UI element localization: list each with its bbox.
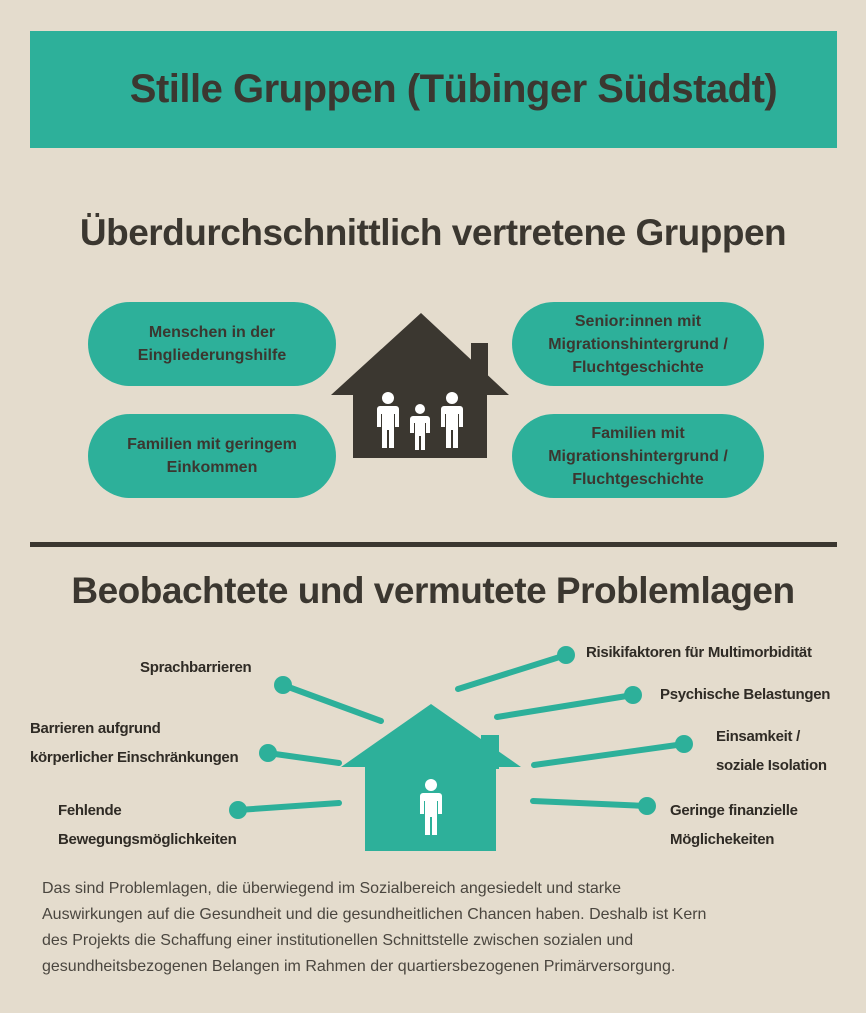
- problem-label-line: Psychische Belastungen: [660, 686, 831, 703]
- section-divider: [30, 542, 837, 547]
- problem-label-finanziell: [670, 796, 798, 854]
- problem-house-icon: [341, 704, 521, 851]
- problem-label-line: Barrieren aufgrund: [30, 720, 161, 737]
- connector-psychische: [497, 686, 642, 717]
- connector-sprachbarrieren: [274, 676, 381, 721]
- connector-risikofaktoren: [458, 646, 575, 689]
- problem-label-einsamkeit: [716, 722, 827, 780]
- problem-label-line: Fehlende: [58, 802, 122, 819]
- group-pill-line: Fluchtgeschichte: [572, 470, 704, 488]
- summary-line: Auswirkungen auf die Gesundheit und die gesundheitlichen Chancen haben. Deshalb ist Kern: [42, 906, 707, 923]
- group-pill-line: Fluchtgeschichte: [572, 358, 704, 376]
- family-house-icon: [331, 313, 509, 458]
- problem-label-risikofaktoren: [586, 638, 812, 667]
- group-pill-line: Eingliederungshilfe: [137, 347, 287, 364]
- problem-label-line: Möglichekeiten: [670, 831, 775, 848]
- connector-finanziell: [533, 797, 656, 815]
- group-pill-line: Senior:innen mit: [574, 312, 702, 330]
- groups-heading: Überdurchschnittlich vertretene Gruppen: [79, 212, 787, 253]
- problem-label-line: Sprachbarrieren: [140, 659, 252, 676]
- connector-bewegung: [229, 801, 339, 819]
- problem-label-line: körperlicher Einschränkungen: [30, 749, 239, 766]
- group-pill-line: Familien mit geringem: [127, 436, 297, 453]
- summary-line: gesundheitsbezogenen Belangen im Rahmen der quartiersbezogenen Primärversorgung.: [42, 958, 676, 975]
- problem-label-bewegung: [58, 796, 236, 854]
- problem-label-line: soziale Isolation: [716, 757, 827, 774]
- problem-label-line: Einsamkeit /: [716, 728, 800, 745]
- group-pill-line: Familien mit: [591, 424, 685, 442]
- group-pill-line: Einkommen: [166, 459, 258, 476]
- group-pill-line: Menschen in der: [148, 324, 276, 341]
- page-title: Stille Gruppen (Tübinger Südstadt): [129, 67, 778, 111]
- summary-line: Das sind Problemlagen, die überwiegend im Sozialbereich angesiedelt und starke: [42, 880, 622, 897]
- summary-line: des Projekts die Schaffung einer institutionellen Schnittstelle zwischen sozialen und: [42, 932, 634, 949]
- connector-barrieren: [259, 744, 339, 763]
- group-pill-line: Migrationshintergrund /: [548, 335, 728, 353]
- problem-label-sprachbarrieren: [140, 653, 251, 682]
- problem-label-line: Risikifaktoren für Multimorbidität: [586, 644, 812, 661]
- problem-label-line: Geringe finanzielle: [670, 802, 798, 819]
- summary-paragraph: [42, 876, 832, 980]
- problem-label-line: Bewegungsmöglichkeiten: [58, 831, 237, 848]
- connector-einsamkeit: [534, 735, 693, 765]
- problems-heading: Beobachtete und vermutete Problemlagen: [71, 570, 795, 611]
- group-pill-line: Migrationshintergrund /: [548, 447, 728, 465]
- problem-label-barrieren: [30, 714, 238, 772]
- problem-label-psychische: [660, 680, 830, 709]
